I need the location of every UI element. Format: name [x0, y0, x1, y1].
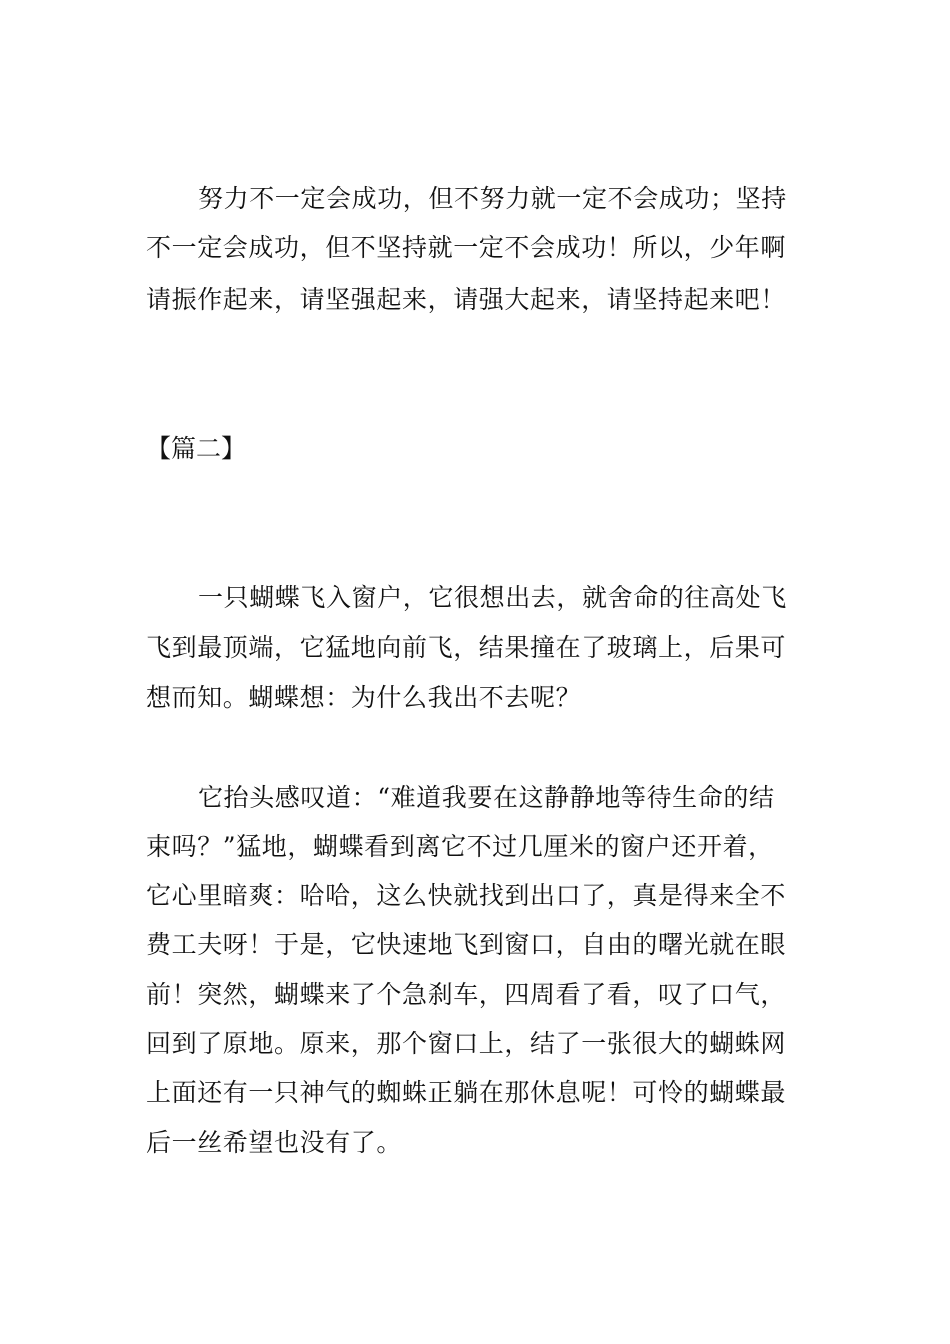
paragraph-line: 费工夫呀！于是，它快速地飞到窗口，自由的曙光就在眼: [146, 930, 787, 959]
paragraph-line: 不一定会成功，但不坚持就一定不会成功！所以，少年啊: [146, 233, 787, 262]
paragraph-line: 上面还有一只神气的蜘蛛正躺在那休息呢！可怜的蝴蝶最: [146, 1078, 787, 1107]
paragraph-line: 它抬头感叹道：“难道我要在这静静地等待生命的结: [198, 783, 775, 812]
paragraph-line: 努力不一定会成功，但不努力就一定不会成功；坚持: [198, 184, 787, 213]
paragraph-line: 飞到最顶端，它猛地向前飞，结果撞在了玻璃上，后果可: [146, 633, 787, 662]
paragraph-line: 一只蝴蝶飞入窗户，它很想出去，就舍命的往高处飞: [198, 583, 787, 612]
paragraph-line: 想而知。蝴蝶想：为什么我出不去呢？: [146, 683, 582, 712]
paragraph-line: 后一丝希望也没有了。: [146, 1128, 403, 1157]
paragraph-line: 请振作起来，请坚强起来，请强大起来，请坚持起来吧！: [146, 285, 787, 314]
paragraph-line: 它心里暗爽：哈哈，这么快就找到出口了，真是得来全不: [146, 881, 787, 910]
paragraph-line: 束吗？”猛地，蝴蝶看到离它不过几厘米的窗户还开着，: [146, 832, 774, 861]
section-heading: 【篇二】: [146, 434, 247, 463]
paragraph-line: 前！突然，蝴蝶来了个急刹车，四周看了看，叹了口气，: [146, 980, 787, 1009]
paragraph-line: 回到了原地。原来，那个窗口上，结了一张很大的蝴蛛网: [146, 1029, 787, 1058]
